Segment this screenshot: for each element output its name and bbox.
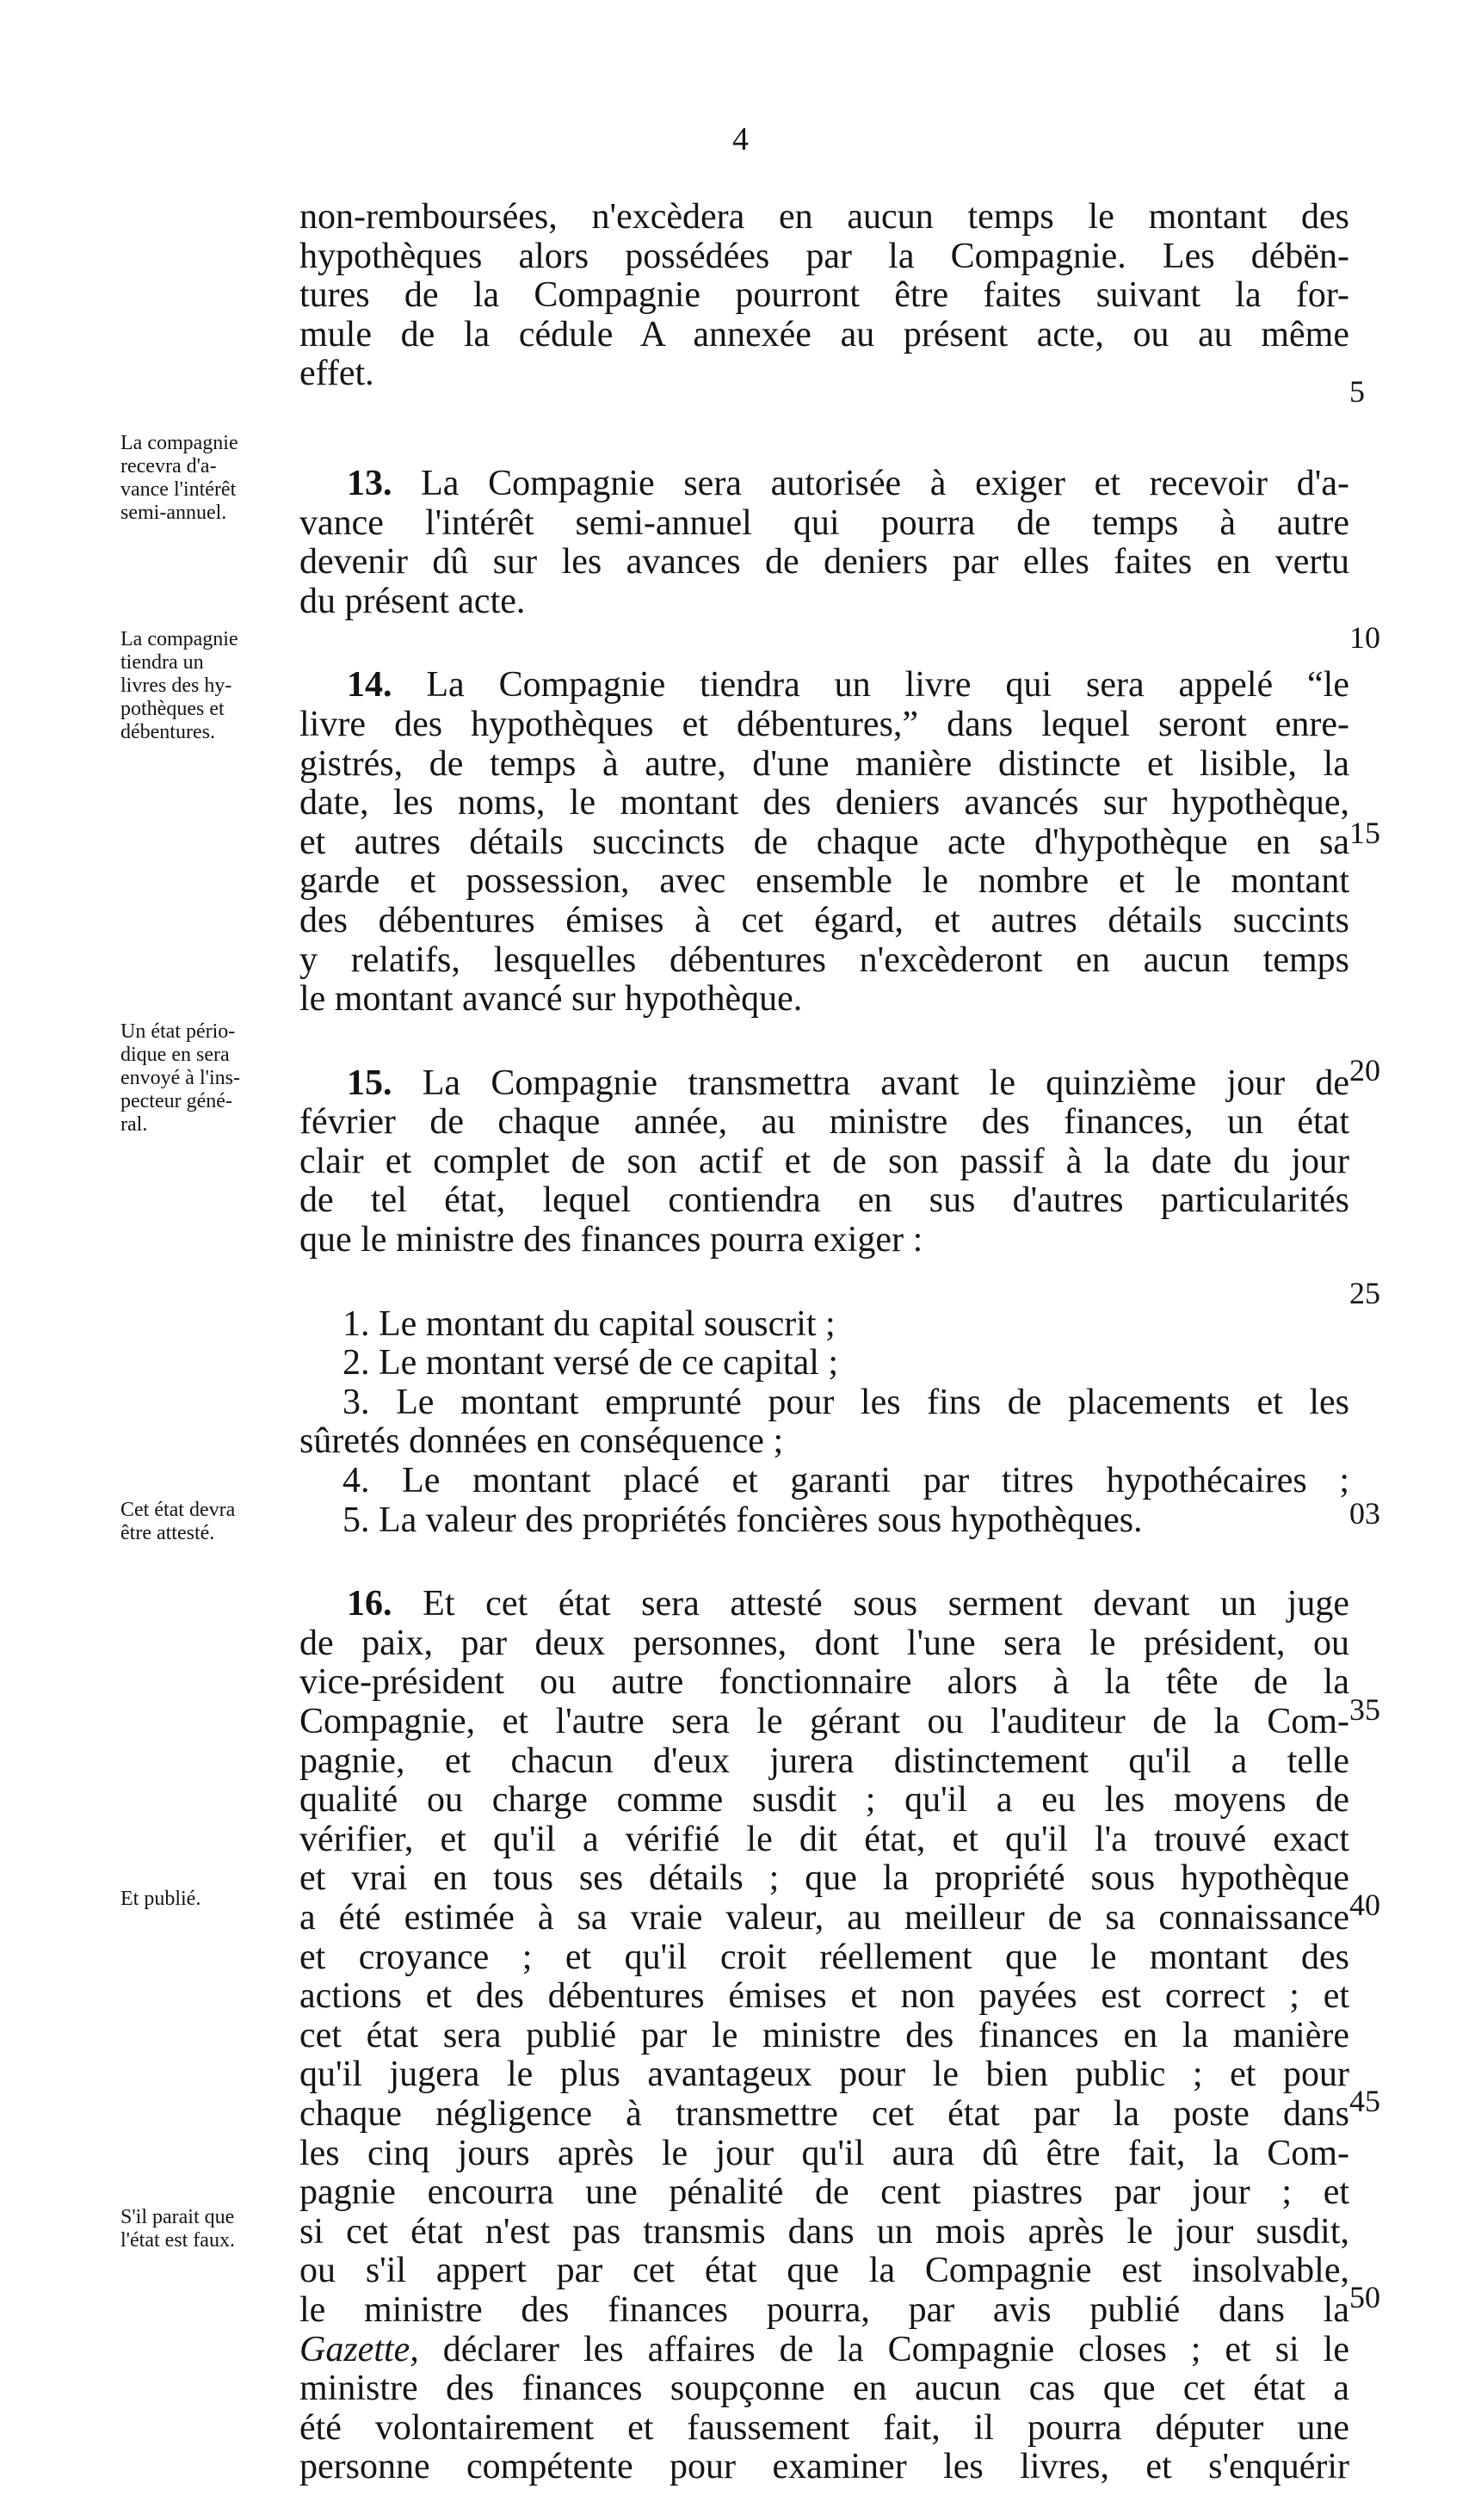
text-line: que le ministre des finances pourra exiger : bbox=[299, 1220, 923, 1260]
section-number: 13. bbox=[347, 463, 392, 503]
line-number: 10 bbox=[1349, 620, 1380, 655]
line-number: 15 bbox=[1349, 816, 1380, 850]
text-line: chaque négligence à transmettre cet état par la poste dans bbox=[299, 2093, 1349, 2134]
text-line: pagnie encourra une pénalité de cent piastres par jour ; et bbox=[299, 2172, 1349, 2213]
text-line: gistrés, de temps à autre, d'une manière distincte et lisible, la bbox=[299, 743, 1349, 784]
text-line: si cet état n'est pas transmis dans un mois après le jour susdit, bbox=[299, 2211, 1349, 2252]
text-line: livre des hypothèques et débentures,” dans lequel seront enre- bbox=[299, 704, 1349, 744]
line-number: 25 bbox=[1349, 1276, 1380, 1310]
margin-note-line: S'il parait que bbox=[120, 2206, 235, 2228]
text-line: 14. La Compagnie tiendra un livre qui sera appelé “le bbox=[347, 665, 1349, 705]
line-number: 03 bbox=[1349, 1496, 1380, 1531]
text-line: du présent acte. bbox=[299, 581, 526, 621]
text-line: Compagnie, et l'autre sera le gérant ou l'auditeur de la Com- bbox=[299, 1702, 1349, 1741]
text-line: ministre des finances soupçonne en aucun cas que cet état a bbox=[299, 2369, 1349, 2409]
text-line: cet état sera publié par le ministre des finances en la manière bbox=[299, 2015, 1349, 2055]
text-line: et vrai en tous ses détails ; que la propriété sous hypothèque bbox=[299, 1858, 1349, 1899]
margin-note-line: semi-annuel. bbox=[120, 502, 227, 524]
margin-note-line: être attesté. bbox=[120, 1522, 215, 1544]
margin-note bbox=[120, 1499, 301, 1545]
margin-note bbox=[120, 2206, 301, 2252]
margin-note bbox=[120, 1888, 301, 1911]
margin-note-line: l'état est faux. bbox=[120, 2229, 235, 2252]
text-line: 4. Le montant placé et garanti par titres hypothécaires ; bbox=[342, 1461, 1349, 1501]
text-line: été volontairement et faussement fait, il pourra députer une bbox=[299, 2407, 1349, 2448]
text-line: personne compétente pour examiner les livres, et s'enquérir bbox=[299, 2447, 1349, 2487]
text-line: des débentures émises à cet égard, et autres détails succints bbox=[299, 900, 1349, 940]
text-line: actions et des débentures émises et non payées est correct ; et bbox=[299, 1976, 1349, 2017]
text-line: qu'il jugera le plus avantageux pour le bien public ; et pour bbox=[299, 2055, 1349, 2095]
text-line: mule de la cédule A annexée au présent acte, ou au même bbox=[299, 314, 1349, 354]
italic-word: Gazette, bbox=[299, 2329, 419, 2369]
text-line: ou s'il appert par cet état que la Compagnie est insolvable, bbox=[299, 2251, 1349, 2291]
page-number: 4 bbox=[732, 121, 749, 157]
line-number: 35 bbox=[1349, 1692, 1380, 1727]
text-line: 15. La Compagnie transmettra avant le quinzième jour de bbox=[347, 1063, 1349, 1103]
paragraph-gap bbox=[299, 1540, 1349, 1585]
margin-note-line: La compagnie bbox=[120, 432, 238, 454]
margin-note-line: envoyé à l'ins- bbox=[120, 1067, 240, 1089]
text-line: sûretés données en conséquence ; bbox=[299, 1421, 784, 1462]
text-line: a été estimée à sa vraie valeur, au meilleur de sa connaissance bbox=[299, 1897, 1349, 1938]
text-line: février de chaque année, au ministre des finances, un état bbox=[299, 1102, 1349, 1143]
text-line: 16. Et cet état sera attesté sous serment devant un juge bbox=[347, 1584, 1349, 1624]
paragraph-gap bbox=[299, 1020, 1349, 1064]
paragraph-gap bbox=[299, 394, 1349, 465]
margin-note bbox=[120, 1020, 301, 1137]
margin-note-line: Et publié. bbox=[120, 1888, 201, 1910]
text-line: qualité ou charge comme susdit ; qu'il a eu les moyens de bbox=[299, 1780, 1349, 1821]
text-line: 1. Le montant du capital souscrit ; bbox=[342, 1303, 836, 1344]
margin-note-line: livres des hy- bbox=[120, 675, 232, 697]
text-line: y relatifs, lesquelles débentures n'excèderont en aucun temps bbox=[299, 940, 1349, 980]
line-number: 45 bbox=[1349, 2084, 1380, 2118]
margin-note-line: recevra d'a- bbox=[120, 455, 217, 478]
margin-note bbox=[120, 432, 301, 525]
text-line: pagnie, et chacun d'eux jurera distinctement qu'il a telle bbox=[299, 1741, 1349, 1781]
text-line: clair et complet de son actif et de son passif à la date du jour bbox=[299, 1141, 1349, 1181]
margin-note-line: débentures. bbox=[120, 721, 215, 743]
text-line: 3. Le montant emprunté pour les fins de placements et les bbox=[342, 1382, 1349, 1422]
text-line: tures de la Compagnie pourront être faites suivant la for- bbox=[299, 275, 1349, 316]
text-line: vérifier, et qu'il a vérifié le dit état, et qu'il l'a trouvé exact bbox=[299, 1819, 1349, 1859]
line-number: 50 bbox=[1349, 2280, 1380, 2314]
text-line: vance l'intérêt semi-annuel qui pourra de temps à autre bbox=[299, 502, 1349, 543]
margin-note-line: pecteur géné- bbox=[120, 1090, 232, 1112]
text-line: et autres détails succincts de chaque acte d'hypothèque en sa bbox=[299, 822, 1349, 862]
paragraph-gap bbox=[299, 1260, 1349, 1305]
text-line: effet. bbox=[299, 354, 374, 394]
margin-note bbox=[120, 628, 301, 744]
text-line: vice-président ou autre fonctionnaire alors à la tête de la bbox=[299, 1662, 1349, 1703]
text-line: le montant avancé sur hypothèque. bbox=[299, 979, 803, 1020]
text-line: devenir dû sur les avances de deniers par elles faites en vertu bbox=[299, 542, 1349, 582]
line-number: 40 bbox=[1349, 1888, 1380, 1922]
margin-note-line: Un état pério- bbox=[120, 1020, 236, 1043]
text-line: date, les noms, le montant des deniers avancés sur hypothèque, bbox=[299, 783, 1349, 823]
text-line: le ministre des finances pourra, par avis publié dans la bbox=[299, 2289, 1349, 2330]
section-number: 16. bbox=[347, 1584, 392, 1624]
text-line: de tel état, lequel contiendra en sus d'autres particularités bbox=[299, 1180, 1349, 1221]
margin-note-line: ral. bbox=[120, 1113, 148, 1136]
line-number: 5 bbox=[1349, 374, 1365, 409]
text-line: garde et possession, avec ensemble le nombre et le montant bbox=[299, 861, 1349, 902]
margin-note-line: dique en sera bbox=[120, 1044, 230, 1066]
text-line: Gazette, déclarer les affaires de la Compagnie closes ; et si le bbox=[299, 2329, 1349, 2369]
text-line: 13. La Compagnie sera autorisée à exiger et recevoir d'a- bbox=[347, 463, 1349, 503]
margin-note-line: pothèques et bbox=[120, 698, 225, 720]
section-number: 14. bbox=[347, 665, 392, 705]
margin-note-line: La compagnie bbox=[120, 628, 238, 650]
margin-note-line: tiendra un bbox=[120, 651, 204, 674]
text-line: non-remboursées, n'excèdera en aucun temps le montant des bbox=[299, 197, 1349, 237]
line-number: 20 bbox=[1349, 1053, 1380, 1087]
text-line: et croyance ; et qu'il croit réellement que le montant des bbox=[299, 1937, 1349, 1977]
margin-note-line: vance l'intérêt bbox=[120, 478, 237, 501]
text-line: 5. La valeur des propriétés foncières sous hypothèques. bbox=[342, 1500, 1143, 1540]
text-line: de paix, par deux personnes, dont l'une sera le président, ou bbox=[299, 1623, 1349, 1663]
body-text bbox=[299, 198, 1349, 2487]
margin-note-line: Cet état devra bbox=[120, 1499, 236, 1521]
text-line: 2. Le montant versé de ce capital ; bbox=[342, 1343, 839, 1383]
text-line: hypothèques alors possédées par la Compagnie. Les débën- bbox=[299, 236, 1349, 276]
paragraph-gap bbox=[299, 621, 1349, 666]
section-number: 15. bbox=[347, 1063, 392, 1103]
text-line: les cinq jours après le jour qu'il aura dû être fait, la Com- bbox=[299, 2133, 1349, 2173]
